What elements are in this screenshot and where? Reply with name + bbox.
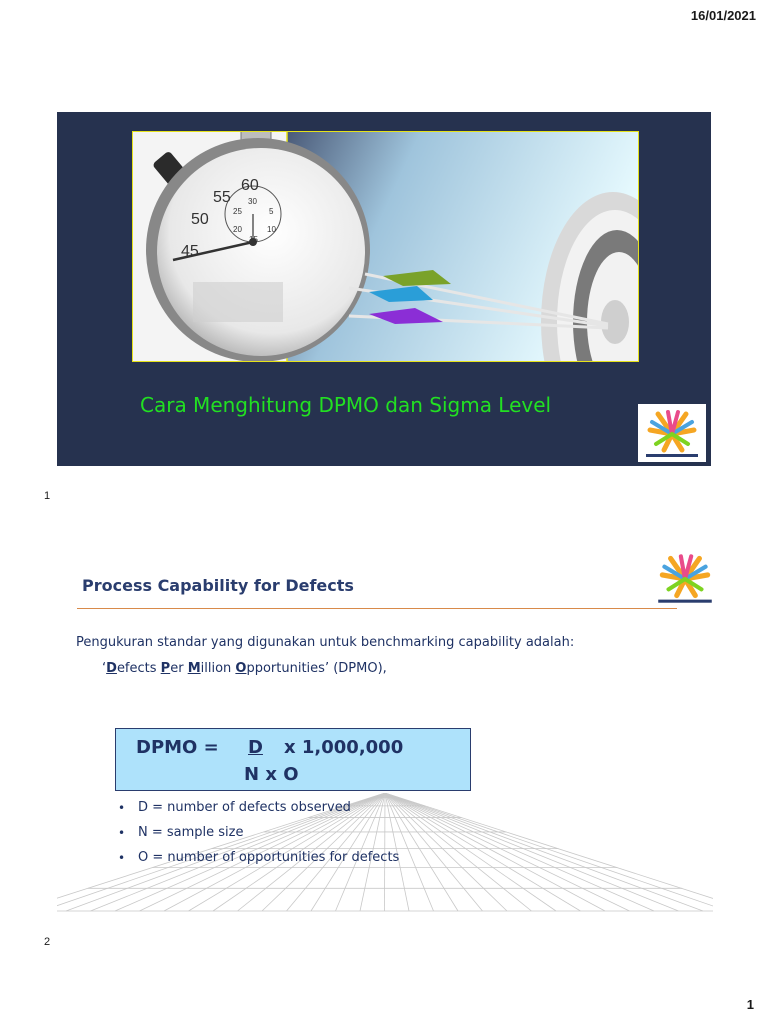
slide-1-number: 1 bbox=[44, 490, 51, 502]
bullet-icon: • bbox=[118, 800, 126, 815]
formula-denominator: N x O bbox=[244, 764, 299, 785]
dial-number-5: 5 bbox=[269, 207, 274, 216]
dial-number-10: 10 bbox=[267, 225, 276, 234]
title-divider bbox=[77, 608, 677, 609]
list-item: • N = sample size bbox=[118, 825, 244, 840]
hero-image bbox=[132, 131, 639, 362]
dial-number-15: 15 bbox=[249, 235, 258, 244]
dial-number-20: 20 bbox=[233, 225, 242, 234]
document-date: 16/01/2021 bbox=[690, 8, 756, 23]
stopwatch-number-45: 45 bbox=[181, 243, 199, 260]
list-item: • O = number of opportunities for defects bbox=[118, 850, 400, 865]
dial-number-30: 30 bbox=[248, 197, 257, 206]
stopwatch-number-60: 60 bbox=[241, 177, 259, 194]
bullet-icon: • bbox=[118, 825, 126, 840]
bullet-icon: • bbox=[118, 850, 126, 865]
community-logo-small-icon bbox=[650, 548, 720, 608]
slide-2-number: 2 bbox=[44, 936, 51, 948]
formula-multiplier: x 1,000,000 bbox=[284, 737, 404, 758]
definition-list bbox=[118, 795, 399, 870]
formula-numerator: D bbox=[248, 737, 263, 758]
dpmo-definition: ‘Defects Per Million Opportunities’ (DPMO), bbox=[102, 661, 387, 676]
community-logo-small bbox=[650, 548, 720, 608]
formula-box bbox=[115, 728, 471, 791]
stopwatch-and-target-illustration bbox=[133, 132, 638, 361]
community-logo bbox=[638, 404, 706, 462]
slide-1-title: Cara Menghitung DPMO dan Sigma Level bbox=[140, 393, 552, 417]
page-number: 1 bbox=[746, 997, 754, 1012]
stopwatch-number-50: 50 bbox=[191, 211, 209, 228]
intro-text: Pengukuran standar yang digunakan untuk benchmarking capability adalah: bbox=[76, 635, 575, 650]
stopwatch-number-55: 55 bbox=[213, 189, 231, 206]
list-item: • D = number of defects observed bbox=[118, 800, 351, 815]
formula-lhs: DPMO = bbox=[136, 737, 219, 758]
slide-2-title: Process Capability for Defects bbox=[82, 576, 354, 595]
community-logo-icon bbox=[638, 404, 706, 462]
dial-number-25: 25 bbox=[233, 207, 242, 216]
